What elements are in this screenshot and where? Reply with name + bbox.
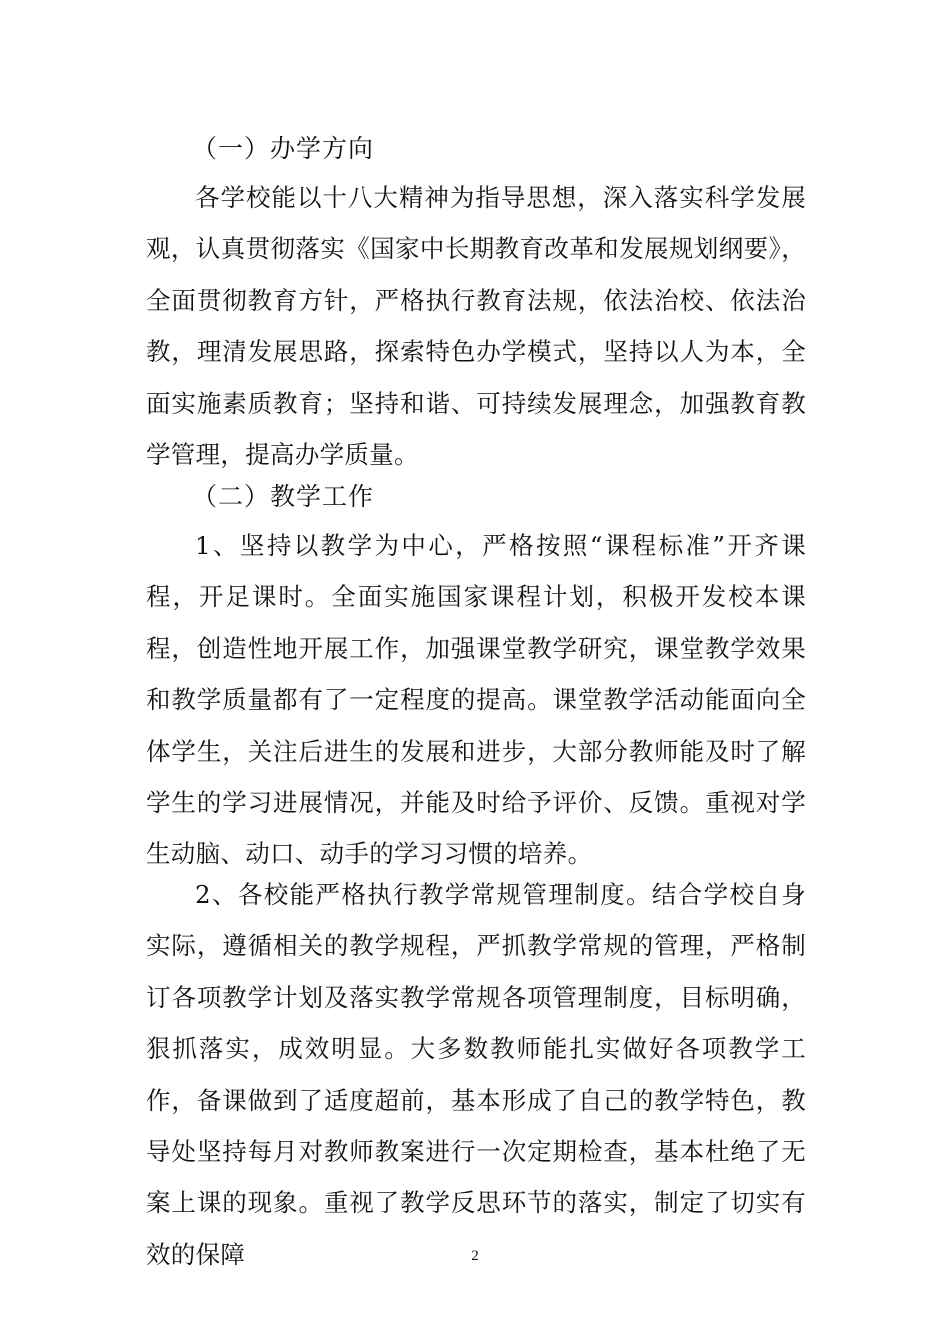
section-heading-1: （一）办学方向 xyxy=(192,134,375,163)
section-heading-2: （二）教学工作 xyxy=(192,482,375,511)
paragraph-teaching-1: 1、坚持以教学为中心，严格按照“课程标准”开齐课程，开足课时。全面实施国家课程计划，积极开发校本课程，创造性地开展工作，加强课堂教学研究，课堂教学效果和教学质量都有了一定程度的提高。课堂教学活动能面向全体学生，关注后进生的发展和进步，大部分教师能及时了解学生的学习进展情况，并能及时给予评价、反馈。重视对学生动脑、动口、动手的学习习惯的培养。 xyxy=(146,531,806,869)
paragraph-teaching-2: 2、各校能严格执行教学常规管理制度。结合学校自身实际，遵循相关的教学规程，严抓教学常规的管理，严格制订各项教学计划及落实教学常规各项管理制度，目标明确，狠抓落实，成效明显。大多数教师能扎实做好各项教学工作，备课做到了适度超前，基本形成了自己的教学特色，教导处坚持每月对教师教案进行一次定期检查，基本杜绝了无案上课的现象。重视了教学反思环节的落实，制定了切实有效的保障 xyxy=(146,880,806,1269)
page-number: 2 xyxy=(471,1248,479,1264)
paragraph-school-direction: 各学校能以十八大精神为指导思想，深入落实科学发展观，认真贯彻落实《国家中长期教育改革和发展规划纲要》，全面贯彻教育方针，严格执行教育法规，依法治校、依法治教，理清发展思路，探索特色办学模式，坚持以人为本，全面实施素质教育；坚持和谐、可持续发展理念，加强教育教学管理，提高办学质量。 xyxy=(146,183,806,470)
